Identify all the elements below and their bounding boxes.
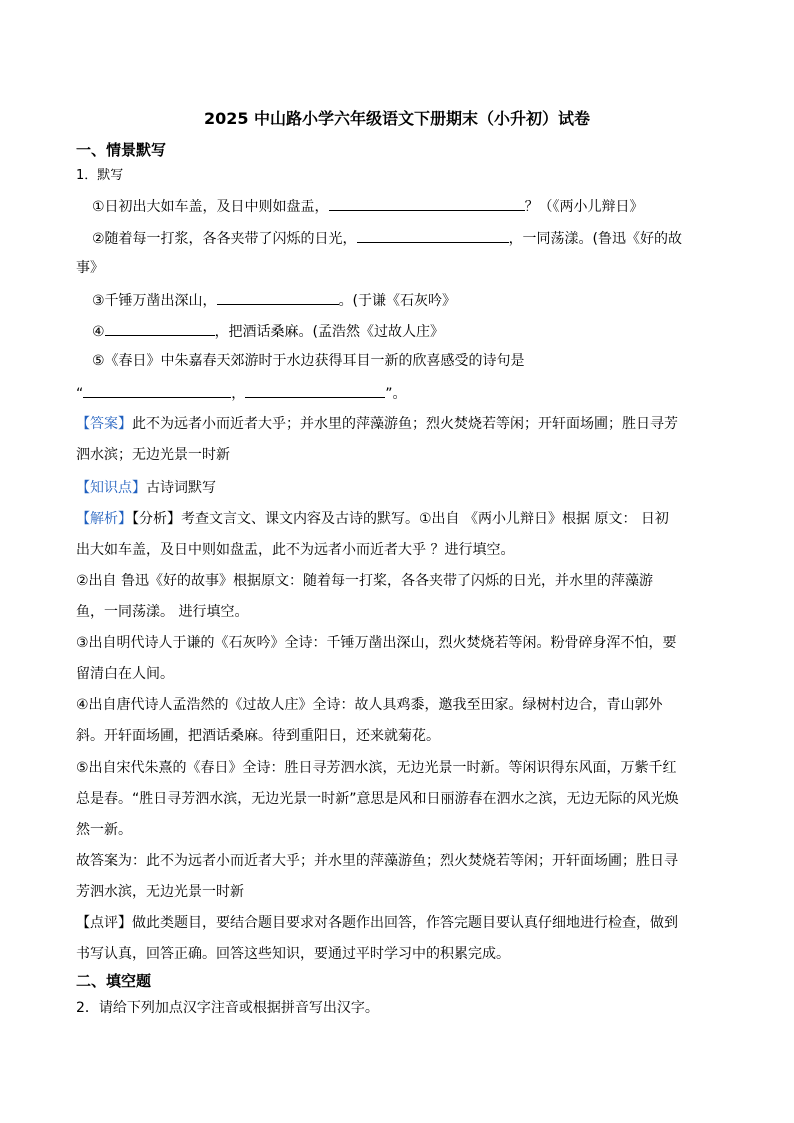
answer-text: 此不为远者小而近者大乎；并水里的萍藻游鱼；烈火焚烧若等闲；开轩面场圃；胜日寻芳 [132,416,678,432]
analysis-text: 【分析】考查文言文、课文内容及古诗的默写。①出自 《两小儿辩日》根据 原文： 日初 [132,511,669,527]
comment-line-2: 书写认真，回答正确。回答这些知识，要通过平时学习中的积累完成。 [76,946,510,962]
close-quote: ”。 [385,386,407,402]
answer-line-2: 泗水滨；无边光景一时新 [76,447,230,463]
analysis-line-11: 然一新。 [76,822,132,838]
knowledge-point [76,478,216,498]
item-2-source: ，一同荡漾。(鲁迅《好的故 [508,231,683,247]
analysis-line-6: 留清白在人间。 [76,666,174,682]
dictation-item-2 [92,227,682,249]
item-1-text: ①日初出大如车盖，及日中则如盘盂， [92,199,329,215]
analysis-line-7: ④出自唐代诗人孟浩然的《过故人庄》全诗：故人具鸡黍，邀我至田家。绿树村边合，青山郭外 [76,697,663,713]
analysis-line-5: ③出自明代诗人于谦的《石灰吟》全诗：千锤万凿出深山，烈火焚烧若等闲。粉骨碎身浑不怕，要 [76,635,677,651]
analysis-line-9: ⑤出自宋代朱熹的《春日》全诗：胜日寻芳泗水滨，无边光景一时新。等闲识得东风面，万紫千红 [76,760,677,776]
item-1-source: ？（《两小儿辩日》 [524,199,644,215]
item-4-marker: ④ [92,324,105,340]
answer-blank [105,320,215,336]
answer-blank [329,195,525,211]
final-answer-line-1: 故答案为：此不为远者小而近者大乎；并水里的萍藻游鱼；烈火焚烧若等闲；开轩面场圃；胜日寻 [76,853,678,869]
analysis-line-2: 出大如车盖，及日中则如盘盂，此不为远者小而近者大乎 ？进行填空。 [76,542,515,558]
knowledge-tag: 【知识点】 [76,480,146,496]
comment-line-1: 【点评】做此类题目，要结合题目要求对各题作出回答，作答完题目要认真仔细地进行检查，做到 [76,915,678,931]
dictation-item-1 [92,195,644,217]
dictation-item-2-cont: 事》 [76,260,104,276]
section-heading-2: 二、填空题 [76,972,152,990]
question-2-label: 2．请给下列加点汉字注音或根据拼音写出汉字。 [76,1000,379,1016]
item-3-text: ③千锤万凿出深山， [92,293,217,309]
question-1-label: 1．默写 [76,168,124,183]
answer-tag: 【答案】 [76,416,132,432]
answer-blank [83,382,231,398]
analysis-line-4: 鱼，一同荡漾。 进行填空。 [76,604,249,620]
dictation-item-5: ⑤《春日》中朱嘉春天郊游时于水边获得耳目一新的欣喜感受的诗句是 [92,353,525,369]
analysis-line-1 [76,509,669,529]
comma: ， [231,386,246,402]
section-heading-1: 一、情景默写 [76,141,167,159]
answer-blank [357,227,509,243]
open-quote: “ [76,386,84,402]
item-3-source: 。(于谦《石灰吟》 [338,293,457,309]
final-answer-line-2: 芳泗水滨，无边光景一时新 [76,884,244,900]
item-2-text: ②随着每一打浆，各各夹带了闪烁的日光， [92,231,357,247]
analysis-line-3: ②出自 鲁迅《好的故事》根据原文：随着每一打桨，各各夹带了闪烁的日光，并水里的萍藻游 [76,573,653,589]
dictation-item-4 [92,320,444,342]
item-4-text: ，把酒话桑麻。(孟浩然《过故人庄》 [214,324,445,340]
knowledge-text: 古诗词默写 [146,480,216,496]
dictation-item-3 [92,289,456,311]
answer-blank [217,289,339,305]
answer-line-1 [76,414,678,434]
analysis-tag: 【解析】 [76,511,132,527]
exam-title: 2025 中山路小学六年级语文下册期末（小升初）试卷 [203,109,591,128]
analysis-line-10: 总是春。“胜日寻芳泗水滨，无边光景一时新”意思是风和日丽游春在泗水之滨，无边无际的风光焕 [76,791,679,807]
answer-blank [245,382,385,398]
dictation-item-5-blanks [76,382,407,404]
analysis-line-8: 斜。开轩面场圃，把酒话桑麻。待到重阳日，还来就菊花。 [76,728,440,744]
